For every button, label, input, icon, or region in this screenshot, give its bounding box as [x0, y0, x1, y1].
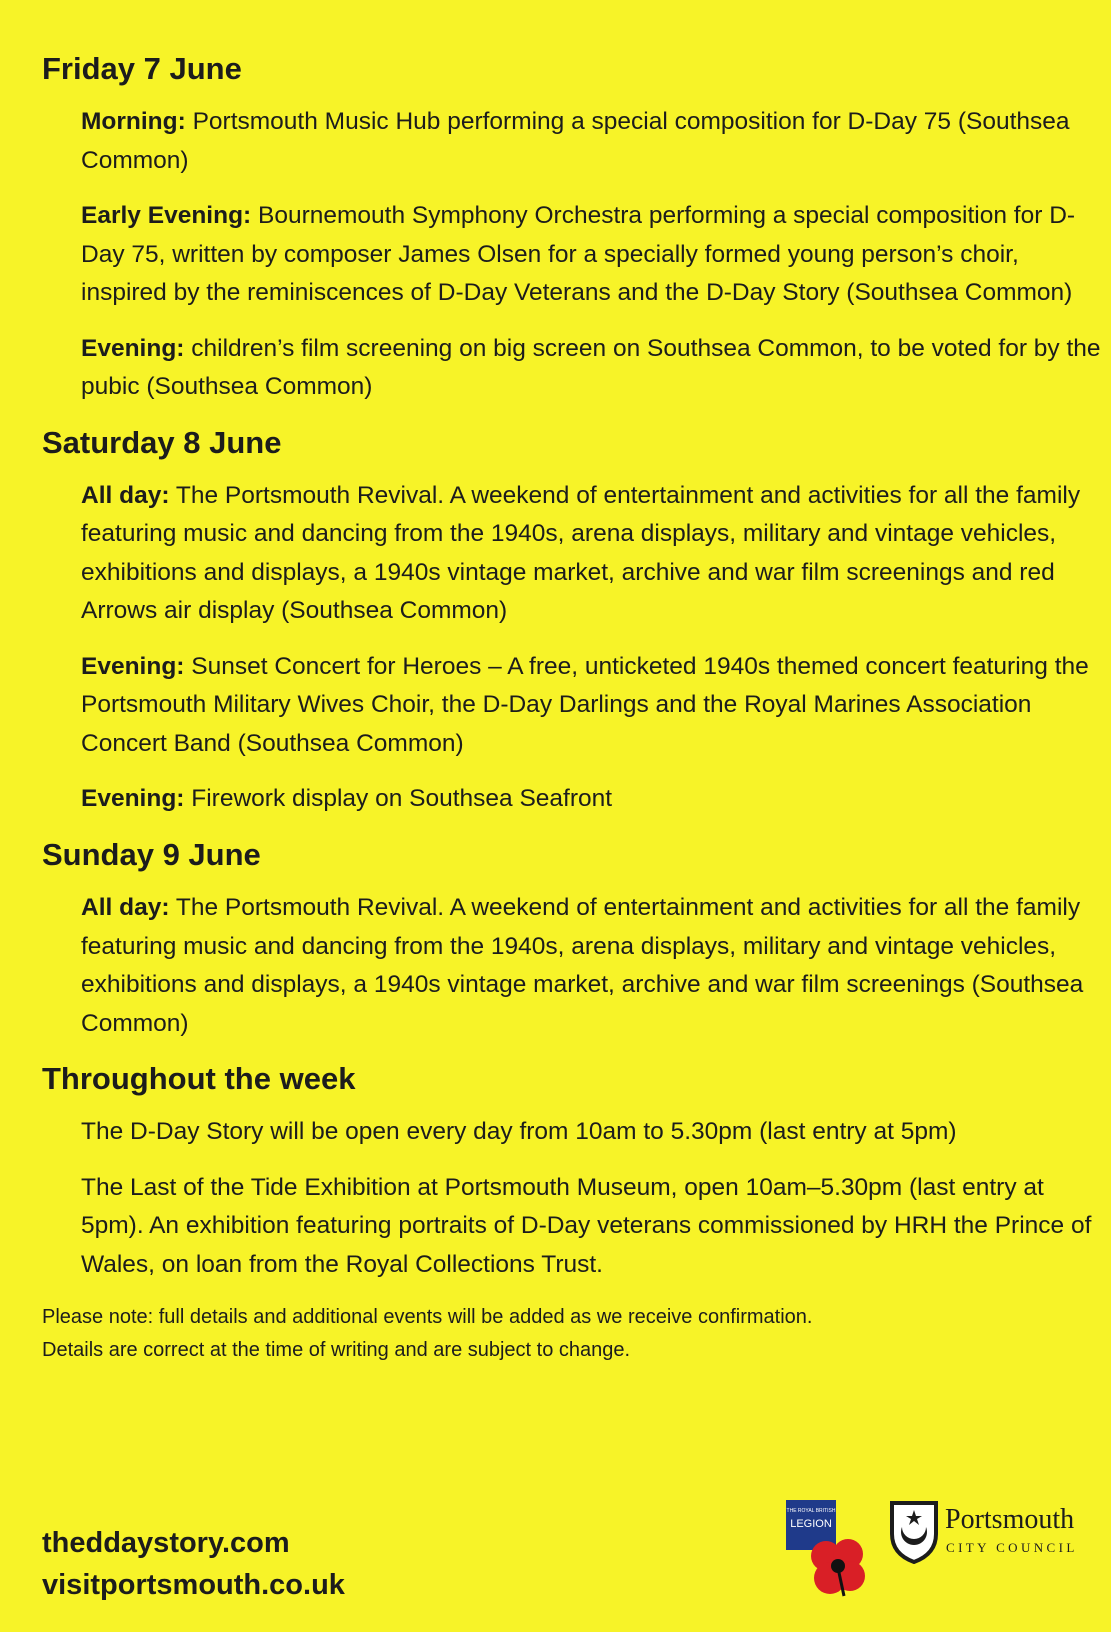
note-line: Details are correct at the time of writing and are subject to change.	[42, 1339, 631, 1362]
event-item	[81, 648, 1101, 764]
event-text: children’s film screening on big screen on Southsea Common, to be voted for by the pubic (Southsea Common)	[81, 334, 1101, 401]
day-heading: Saturday 8 June	[42, 424, 282, 460]
disclaimer-note	[42, 1301, 1102, 1367]
event-text: Bournemouth Symphony Orchestra performing a special composition for D-Day 75, written by composer James Olsen for a specially formed young person’s choir, inspired by the reminiscences of D-Day Veterans and the D-Day Story (Southsea Common)	[81, 202, 1076, 307]
event-label: All day:	[81, 894, 170, 922]
event-text: Sunset Concert for Heroes – A free, unticketed 1940s themed concert featuring the Portsmouth Military Wives Choir, the D-Day Darlings and the Royal Marines Association Concert Band (Southsea Common)	[81, 652, 1089, 757]
event-text: The Portsmouth Revival. A weekend of entertainment and activities for all the family featuring music and dancing from the 1940s, arena displays, military and vintage vehicles, exhibitions and displays, a 1940s vintage market, archive and war film screenings and red Arrows air display (Southsea Common)	[81, 481, 1081, 625]
day-section-sunday	[42, 836, 1102, 1043]
note-line: Please note: full details and additional events will be added as we receive confirmation.	[42, 1306, 813, 1329]
event-item	[81, 889, 1101, 1043]
schedule	[42, 50, 1102, 1367]
event-text: Portsmouth Music Hub performing a special composition for D-Day 75 (Southsea Common)	[81, 108, 1070, 174]
day-section-throughout	[42, 1060, 1102, 1284]
council-shield-icon	[889, 1500, 939, 1564]
day-heading: Sunday 9 June	[42, 836, 261, 872]
day-heading: Throughout the week	[42, 1061, 356, 1097]
event-label: Morning:	[81, 108, 186, 136]
footer-urls	[42, 1522, 345, 1606]
day-section-friday	[42, 50, 1102, 407]
event-item	[81, 1169, 1101, 1285]
event-label: Evening:	[81, 785, 185, 813]
event-text: Firework display on Southsea Seafront	[184, 785, 613, 813]
event-label: Early Evening:	[81, 202, 252, 230]
event-item	[81, 330, 1101, 407]
website-link-visitportsmouth[interactable]: visitportsmouth.co.uk	[42, 1569, 345, 1601]
royal-british-legion-logo	[786, 1500, 866, 1620]
event-text: The Last of the Tide Exhibition at Portsmouth Museum, open 10am–5.30pm (last entry at 5pm). An exhibition featuring portraits of D-Day veterans commissioned by HRH the Prince of Wales, on loan from the Royal Collections Trust.	[81, 1173, 1092, 1278]
event-item	[81, 103, 1101, 180]
portsmouth-city-council-logo	[889, 1500, 1104, 1570]
event-text: The Portsmouth Revival. A weekend of entertainment and activities for all the family featuring music and dancing from the 1940s, arena displays, military and vintage vehicles, exhibitions and displays, a 1940s vintage market, archive and war film screenings (Southsea Common)	[81, 894, 1084, 1037]
poppy-icon	[810, 1538, 866, 1598]
legion-small-text: THE ROYAL BRITISH	[786, 1508, 836, 1514]
council-name: Portsmouth	[945, 1504, 1075, 1535]
event-label: Evening:	[81, 652, 185, 680]
event-label: Evening:	[81, 334, 185, 362]
website-link-ddaystory[interactable]: theddaystory.com	[42, 1527, 290, 1559]
event-item	[81, 197, 1101, 313]
event-item	[81, 477, 1101, 631]
event-item	[81, 780, 1101, 819]
legion-big-text: LEGION	[790, 1518, 832, 1530]
event-label: All day:	[81, 481, 170, 509]
event-text: The D-Day Story will be open every day from 10am to 5.30pm (last entry at 5pm)	[81, 1118, 957, 1146]
day-section-saturday	[42, 424, 1102, 819]
council-subtitle: CITY COUNCIL	[946, 1540, 1078, 1555]
event-item	[81, 1113, 1101, 1152]
day-heading: Friday 7 June	[42, 51, 242, 86]
